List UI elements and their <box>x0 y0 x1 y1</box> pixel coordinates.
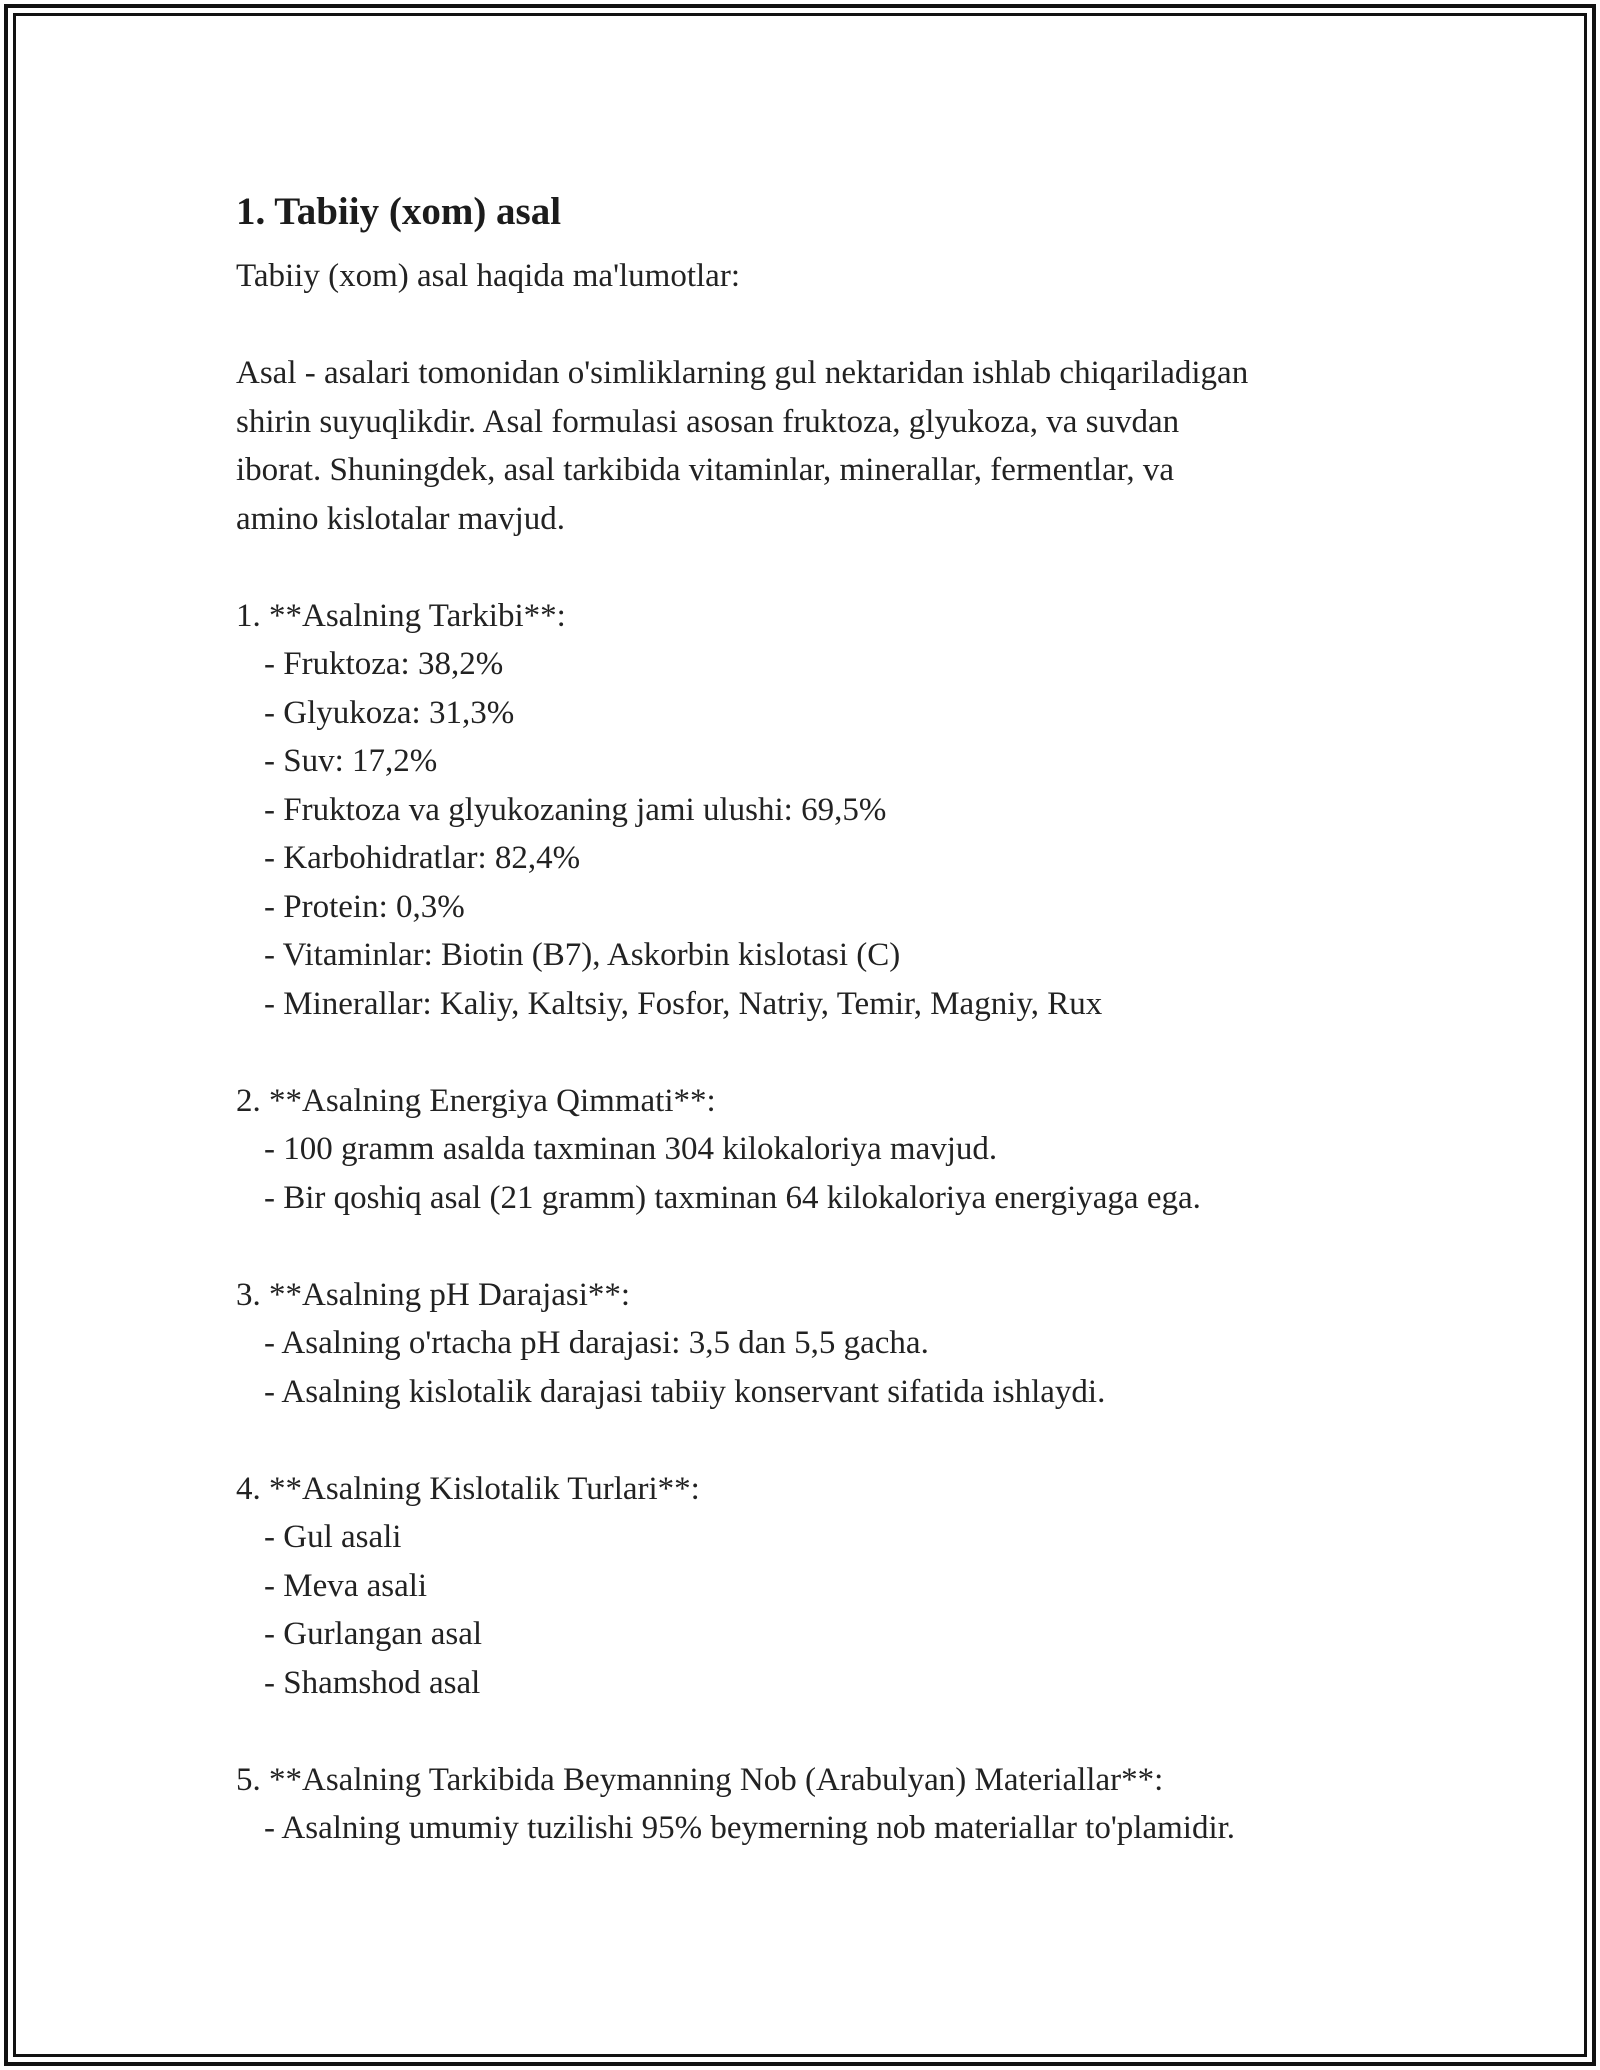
description-line: shirin suyuqlikdir. Asal formulasi asosan fruktoza, glyukoza, va suvdan <box>236 403 1180 440</box>
description-paragraph <box>236 349 1376 543</box>
intro-text: Tabiiy (xom) asal haqida ma'lumotlar: <box>236 258 740 294</box>
bullet-list <box>236 1319 1376 1416</box>
section-heading: 3. **Asalning pH Darajasi**: <box>236 1276 631 1313</box>
list-item: - 100 gramm asalda taxminan 304 kilokaloriya mavjud. <box>264 1131 998 1167</box>
list-item: - Suv: 17,2% <box>264 743 438 779</box>
section-ph <box>236 1271 1376 1417</box>
section-composition <box>236 592 1376 1029</box>
list-item: - Meva asali <box>264 1567 428 1604</box>
section-heading: 2. **Asalning Energiya Qimmati**: <box>236 1082 716 1119</box>
section-materials <box>236 1756 1376 1853</box>
bullet-list <box>236 1804 1376 1853</box>
list-item: - Fruktoza va glyukozaning jami ulushi: 69,5% <box>264 791 887 828</box>
section-heading: 4. **Asalning Kislotalik Turlari**: <box>236 1470 700 1507</box>
bullet-list <box>236 1513 1376 1707</box>
list-item: - Protein: 0,3% <box>264 888 465 925</box>
list-item: - Vitaminlar: Biotin (B7), Askorbin kislotasi (C) <box>264 937 901 973</box>
list-item: - Gul asali <box>264 1519 402 1555</box>
bullet-list <box>236 640 1376 1028</box>
section-energy <box>236 1077 1376 1223</box>
list-item: - Asalning o'rtacha pH darajasi: 3,5 dan 5,5 gacha. <box>264 1325 929 1361</box>
list-item: - Gurlangan asal <box>264 1616 483 1652</box>
section-heading: 5. **Asalning Tarkibida Beymanning Nob (Arabulyan) Materiallar**: <box>236 1761 1164 1798</box>
list-item: - Minerallar: Kaliy, Kaltsiy, Fosfor, Natriy, Temir, Magniy, Rux <box>264 985 1103 1022</box>
document-body <box>236 186 1376 1853</box>
section-acidity-types <box>236 1465 1376 1708</box>
description-line: iborat. Shuningdek, asal tarkibida vitaminlar, minerallar, fermentlar, va <box>236 452 1175 488</box>
list-item: - Asalning kislotalik darajasi tabiiy konservant sifatida ishlaydi. <box>264 1373 1106 1410</box>
list-item: - Karbohidratlar: 82,4% <box>264 840 581 876</box>
section-heading: 1. **Asalning Tarkibi**: <box>236 597 566 634</box>
description-line: Asal - asalari tomonidan o'simliklarning gul nektaridan ishlab chiqariladigan <box>236 355 1249 391</box>
list-item: - Bir qoshiq asal (21 gramm) taxminan 64 kilokaloriya energiyaga ega. <box>264 1179 1201 1216</box>
list-item: - Asalning umumiy tuzilishi 95% beymerning nob materiallar to'plamidir. <box>264 1810 1236 1846</box>
list-item: - Fruktoza: 38,2% <box>264 646 504 682</box>
bullet-list <box>236 1125 1376 1222</box>
document-title: 1. Tabiiy (xom) asal <box>236 190 562 233</box>
list-item: - Shamshod asal <box>264 1664 481 1701</box>
description-line: amino kislotalar mavjud. <box>236 500 566 537</box>
list-item: - Glyukoza: 31,3% <box>264 694 515 731</box>
